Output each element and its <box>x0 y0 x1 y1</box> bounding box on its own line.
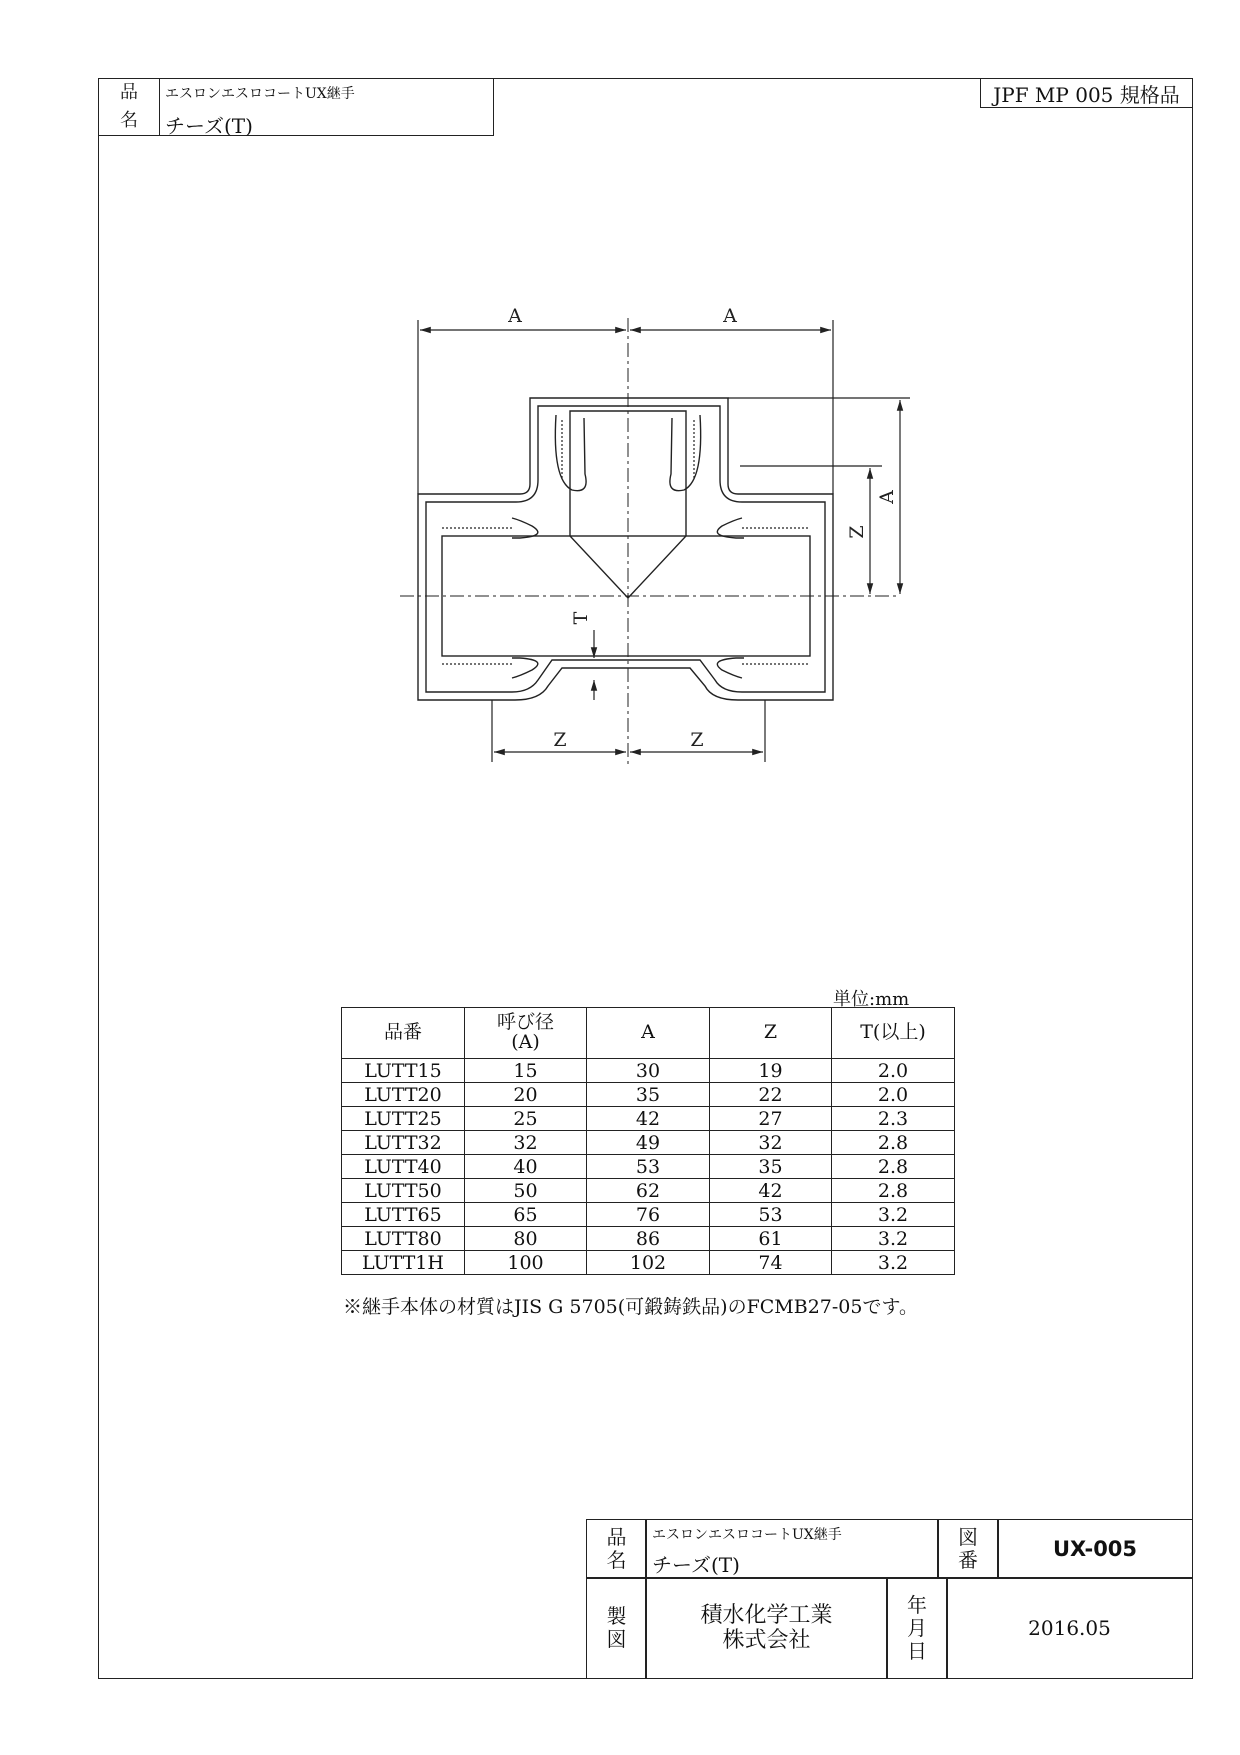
table-row <box>342 1131 955 1155</box>
header-a: A <box>587 1008 710 1059</box>
cell-z: 19 <box>710 1059 832 1083</box>
cell-nominal-size: 80 <box>465 1227 587 1251</box>
cell-z: 61 <box>710 1227 832 1251</box>
cell-a: 42 <box>587 1107 710 1131</box>
unit-label: 単位:mm <box>833 989 910 1010</box>
header-t: T(以上) <box>832 1008 955 1059</box>
dim-label-a-vertical: A <box>876 490 898 504</box>
cell-a: 35 <box>587 1083 710 1107</box>
cell-z: 53 <box>710 1203 832 1227</box>
cell-nominal-size: 50 <box>465 1179 587 1203</box>
dim-label-a-left: A <box>508 305 522 327</box>
tb-maker-label: 製 図 <box>586 1577 647 1679</box>
dimension-table <box>341 1007 955 1275</box>
cell-a: 49 <box>587 1131 710 1155</box>
cell-part-no: LUTT20 <box>342 1083 465 1107</box>
tb-maker: 積水化学工業 株式会社 <box>645 1577 888 1679</box>
tb-drawing-no: UX-005 <box>997 1519 1193 1579</box>
cell-nominal-size: 15 <box>465 1059 587 1083</box>
dim-label-z-right: Z <box>690 729 704 751</box>
cell-part-no: LUTT65 <box>342 1203 465 1227</box>
cell-t: 2.0 <box>832 1083 955 1107</box>
cell-z: 32 <box>710 1131 832 1155</box>
header-product-name: チーズ(T) <box>165 114 253 138</box>
cell-nominal-size: 20 <box>465 1083 587 1107</box>
dim-label-z-left: Z <box>553 729 567 751</box>
cell-part-no: LUTT15 <box>342 1059 465 1083</box>
cell-nominal-size: 65 <box>465 1203 587 1227</box>
tb-product-line: エスロンエスロコートUX継手 <box>652 1527 842 1543</box>
cell-t: 2.8 <box>832 1179 955 1203</box>
cell-t: 2.0 <box>832 1059 955 1083</box>
cell-part-no: LUTT32 <box>342 1131 465 1155</box>
tb-drawing-no-label: 図 番 <box>937 1519 999 1579</box>
header-name-label: 品 名 <box>99 79 160 135</box>
cell-nominal-size: 25 <box>465 1107 587 1131</box>
cell-a: 30 <box>587 1059 710 1083</box>
cell-t: 2.3 <box>832 1107 955 1131</box>
standard-box: JPF MP 005 規格品 <box>980 78 1193 108</box>
cell-nominal-size: 40 <box>465 1155 587 1179</box>
table-row <box>342 1059 955 1083</box>
cell-a: 62 <box>587 1179 710 1203</box>
dim-label-z-vertical: Z <box>846 525 868 539</box>
tb-name-label: 品 名 <box>586 1519 647 1579</box>
table-row <box>342 1107 955 1131</box>
cell-t: 2.8 <box>832 1155 955 1179</box>
cell-part-no: LUTT25 <box>342 1107 465 1131</box>
cell-nominal-size: 100 <box>465 1251 587 1275</box>
cell-t: 3.2 <box>832 1251 955 1275</box>
table-row <box>342 1179 955 1203</box>
tb-product-name: チーズ(T) <box>652 1553 740 1577</box>
tee-fitting-drawing <box>390 300 910 770</box>
cell-z: 22 <box>710 1083 832 1107</box>
cell-z: 42 <box>710 1179 832 1203</box>
table-row <box>342 1083 955 1107</box>
cell-part-no: LUTT40 <box>342 1155 465 1179</box>
cell-z: 35 <box>710 1155 832 1179</box>
dim-label-a-right: A <box>723 305 737 327</box>
header-z: Z <box>710 1008 832 1059</box>
tb-product-cell <box>645 1519 939 1579</box>
cell-t: 2.8 <box>832 1131 955 1155</box>
header-nominal-size: 呼び径 (A) <box>465 1008 587 1059</box>
cell-part-no: LUTT50 <box>342 1179 465 1203</box>
cell-nominal-size: 32 <box>465 1131 587 1155</box>
dim-label-t: T <box>570 611 592 625</box>
header-name-box <box>98 78 494 136</box>
table-row <box>342 1155 955 1179</box>
cell-t: 3.2 <box>832 1227 955 1251</box>
header-product-line: エスロンエスロコートUX継手 <box>165 86 355 102</box>
material-note: ※継手本体の材質はJIS G 5705(可鍛鋳鉄品)のFCMB27-05です。 <box>343 1296 918 1318</box>
table-row <box>342 1227 955 1251</box>
table-header-row <box>342 1008 955 1059</box>
cell-a: 76 <box>587 1203 710 1227</box>
table-row <box>342 1203 955 1227</box>
cell-a: 86 <box>587 1227 710 1251</box>
tb-date: 2016.05 <box>946 1577 1193 1679</box>
cell-part-no: LUTT1H <box>342 1251 465 1275</box>
cell-a: 102 <box>587 1251 710 1275</box>
cell-part-no: LUTT80 <box>342 1227 465 1251</box>
table-row <box>342 1251 955 1275</box>
cell-t: 3.2 <box>832 1203 955 1227</box>
title-block <box>586 1519 1193 1679</box>
cell-a: 53 <box>587 1155 710 1179</box>
header-part-no: 品番 <box>342 1008 465 1059</box>
cell-z: 27 <box>710 1107 832 1131</box>
cell-z: 74 <box>710 1251 832 1275</box>
tb-date-label: 年 月 日 <box>886 1577 948 1679</box>
